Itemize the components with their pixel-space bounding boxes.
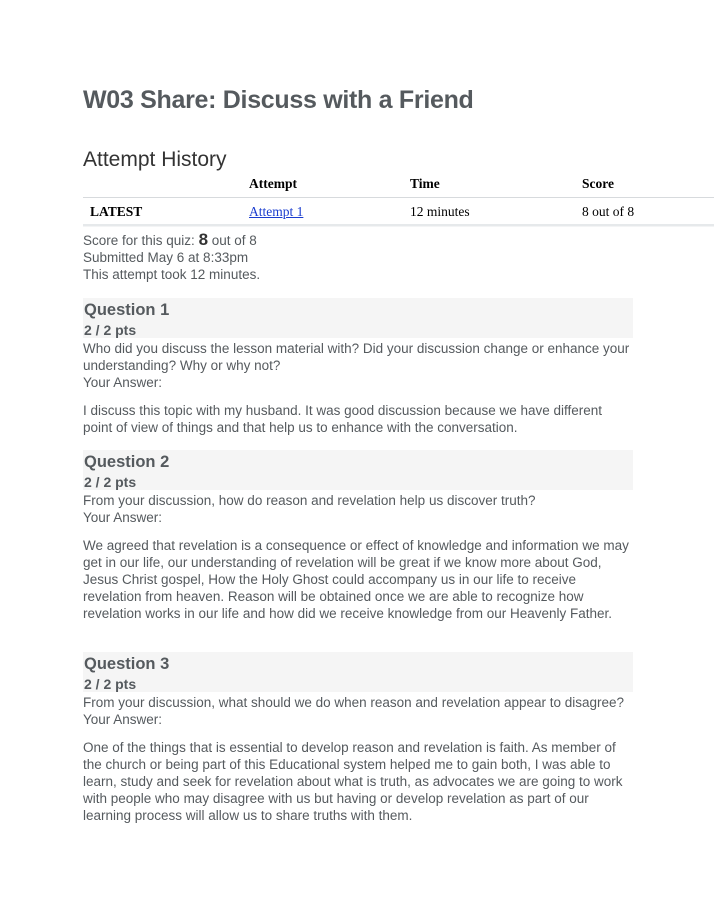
score-value: 8	[198, 230, 209, 249]
attempt-history-heading: Attempt History	[83, 148, 227, 171]
table-row	[83, 197, 714, 226]
duration-line: This attempt took 12 minutes.	[83, 267, 261, 282]
question-2	[83, 450, 633, 622]
table-header-row	[83, 171, 714, 197]
question-3	[83, 652, 633, 824]
question-points: 2 / 2 pts	[84, 322, 137, 338]
question-title: Question 1	[84, 301, 170, 319]
question-header	[83, 450, 633, 490]
question-text: From your discussion, what should we do when reason and revelation appear to disagree?	[83, 695, 625, 710]
answer-text: I discuss this topic with my husband. It was good discussion because we have different point of view of things and that help us to enhance with the conversation.	[83, 403, 603, 435]
question-title: Question 2	[84, 453, 170, 471]
attempt-time: 12 minutes	[410, 204, 470, 219]
your-answer-label: Your Answer:	[83, 510, 163, 525]
question-points: 2 / 2 pts	[84, 474, 137, 490]
answer-text: We agreed that revelation is a consequence or effect of knowledge and information we may get in our life, our understanding of revelation will be great if we know more about God, Jesus Christ gospel, How the Holy Ghost could accompany us in our life to receive revelation from heaven. Reason will be obtained once we are able to recognize how revelation works in our life and how did we receive knowledge from our Heavenly Father.	[83, 538, 629, 621]
attempt-1-link[interactable]: Attempt 1	[249, 204, 304, 219]
header-score: Score	[582, 176, 614, 191]
score-suffix: out of 8	[208, 233, 257, 248]
submitted-line: Submitted May 6 at 8:33pm	[83, 250, 249, 265]
question-text: Who did you discuss the lesson material with? Did your discussion change or enhance your understanding? Why or why not?	[83, 341, 630, 373]
question-points: 2 / 2 pts	[84, 676, 137, 692]
question-header	[83, 298, 633, 338]
your-answer-label: Your Answer:	[83, 712, 163, 727]
question-text: From your discussion, how do reason and revelation help us discover truth?	[83, 493, 536, 508]
score-line	[83, 231, 260, 249]
question-title: Question 3	[84, 655, 170, 673]
question-1	[83, 298, 633, 436]
attempt-score: 8 out of 8	[582, 204, 635, 219]
latest-label: LATEST	[90, 204, 143, 219]
header-attempt: Attempt	[249, 176, 297, 191]
attempt-history-table	[83, 171, 714, 226]
page-title: W03 Share: Discuss with a Friend	[83, 86, 474, 114]
your-answer-label: Your Answer:	[83, 375, 163, 390]
score-prefix: Score for this quiz:	[83, 233, 199, 248]
question-header	[83, 652, 633, 692]
quiz-summary	[83, 231, 260, 283]
header-time: Time	[410, 176, 440, 191]
answer-text: One of the things that is essential to develop reason and revelation is faith. As member of the church or being part of this Educational system helped me to gain both, I was able to learn, study and seek for revelation about what is truth, as advocates we are going to work with people who may disagree with us but having or develop revelation as part of our learning process will allow us to share truths with them.	[83, 740, 623, 823]
